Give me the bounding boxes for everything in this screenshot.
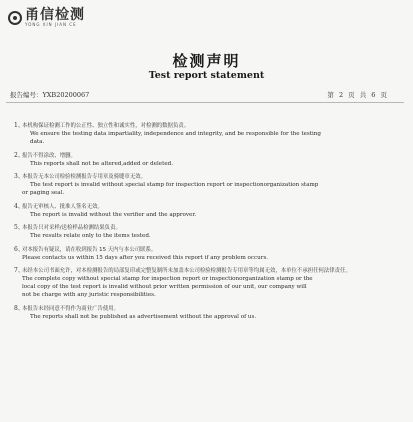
report-number-label: 报告编号： — [10, 91, 43, 99]
page-indicator: 第 2 页 共 6 页 — [327, 91, 387, 99]
title-chinese: 检测声明 — [172, 52, 241, 70]
item-text-chinese: 对本报告有疑议，请在收到报告 15 天内与本公司联系。 — [22, 246, 157, 253]
item-text-chinese: 报告无审核人、批准人签名无效。 — [22, 203, 103, 210]
item-number: 2、 — [14, 151, 24, 159]
item-text-chinese: 报告不得涂改、增删。 — [22, 152, 76, 159]
item-number: 7、 — [14, 267, 24, 274]
title-english: Test report statement — [148, 70, 265, 81]
statement-item — [14, 152, 394, 168]
company-logo — [8, 8, 85, 27]
item-number: 4、 — [14, 202, 24, 210]
item-text-chinese: 本报告无本公司检验检测报告专用章及骑缝章无效。 — [22, 174, 146, 180]
logo-chinese-name: 甬信检测 — [25, 7, 85, 23]
statement-item — [14, 246, 394, 262]
item-text-chinese: 本报告只对采样/送检样品检测结果负责。 — [22, 225, 121, 231]
report-number — [10, 90, 89, 99]
statement-item — [14, 267, 394, 299]
item-number: 3、 — [14, 173, 24, 180]
item-text-english: The test report is invalid without special stamp for inspection report or inspectionorganization stamp — [30, 182, 319, 188]
item-text-english: This reports shall not be altered,added or deleted. — [30, 160, 174, 167]
item-number: 5、 — [14, 224, 24, 231]
item-number: 6、 — [14, 245, 24, 253]
statement-list — [14, 122, 394, 326]
statement-item — [14, 173, 394, 197]
item-text-english: Please contacts us within 15 days after you received this report if any problem occurs. — [22, 254, 269, 261]
item-text-english: data. — [30, 139, 45, 145]
item-text-english: or paging seal. — [22, 190, 65, 196]
logo-english-name: YONG XIN JIAN CE — [25, 22, 77, 27]
item-text-english: The results relate only to the items tested. — [30, 233, 151, 239]
statement-item — [14, 305, 394, 321]
logo-emblem-icon — [8, 11, 22, 25]
item-text-english: local copy of the test report is invalid without prior written permission of our unit, our company will — [22, 284, 307, 290]
statement-item — [14, 203, 394, 219]
item-text-english: The report is invalid without the verifier and the approver. — [30, 211, 197, 218]
statement-item — [14, 122, 394, 146]
header-divider — [6, 102, 404, 103]
report-number-value: YXB20200067 — [42, 91, 90, 99]
item-number: 1、 — [14, 122, 24, 129]
item-text-english: The complete copy without special stamp for inspection report or inspectionorganization stamp or the — [22, 276, 313, 282]
item-text-english: not be charge with any juristic responsibilities. — [22, 292, 156, 298]
item-text-chinese: 本机构保证检测工作的公正性、独立性和诚实性，对检测的数据负责。 — [22, 123, 190, 129]
item-text-english: We ensure the testing data impartiality, independence and integrity, and be responsible for the testing — [30, 131, 321, 137]
item-text-chinese: 未经本公司书面允许，对本检测报告的局部复印或完整复制所未加盖本公司检验检测报告专用章等均属无效，本单位不承担任何法律责任。 — [22, 268, 351, 274]
item-text-english: The reports shall not be published as advertisement without the approval of us. — [30, 313, 257, 320]
item-text-chinese: 本报告未经同意不得作为商业广告使用。 — [22, 305, 120, 312]
item-number: 8、 — [14, 304, 24, 312]
statement-item — [14, 224, 394, 240]
